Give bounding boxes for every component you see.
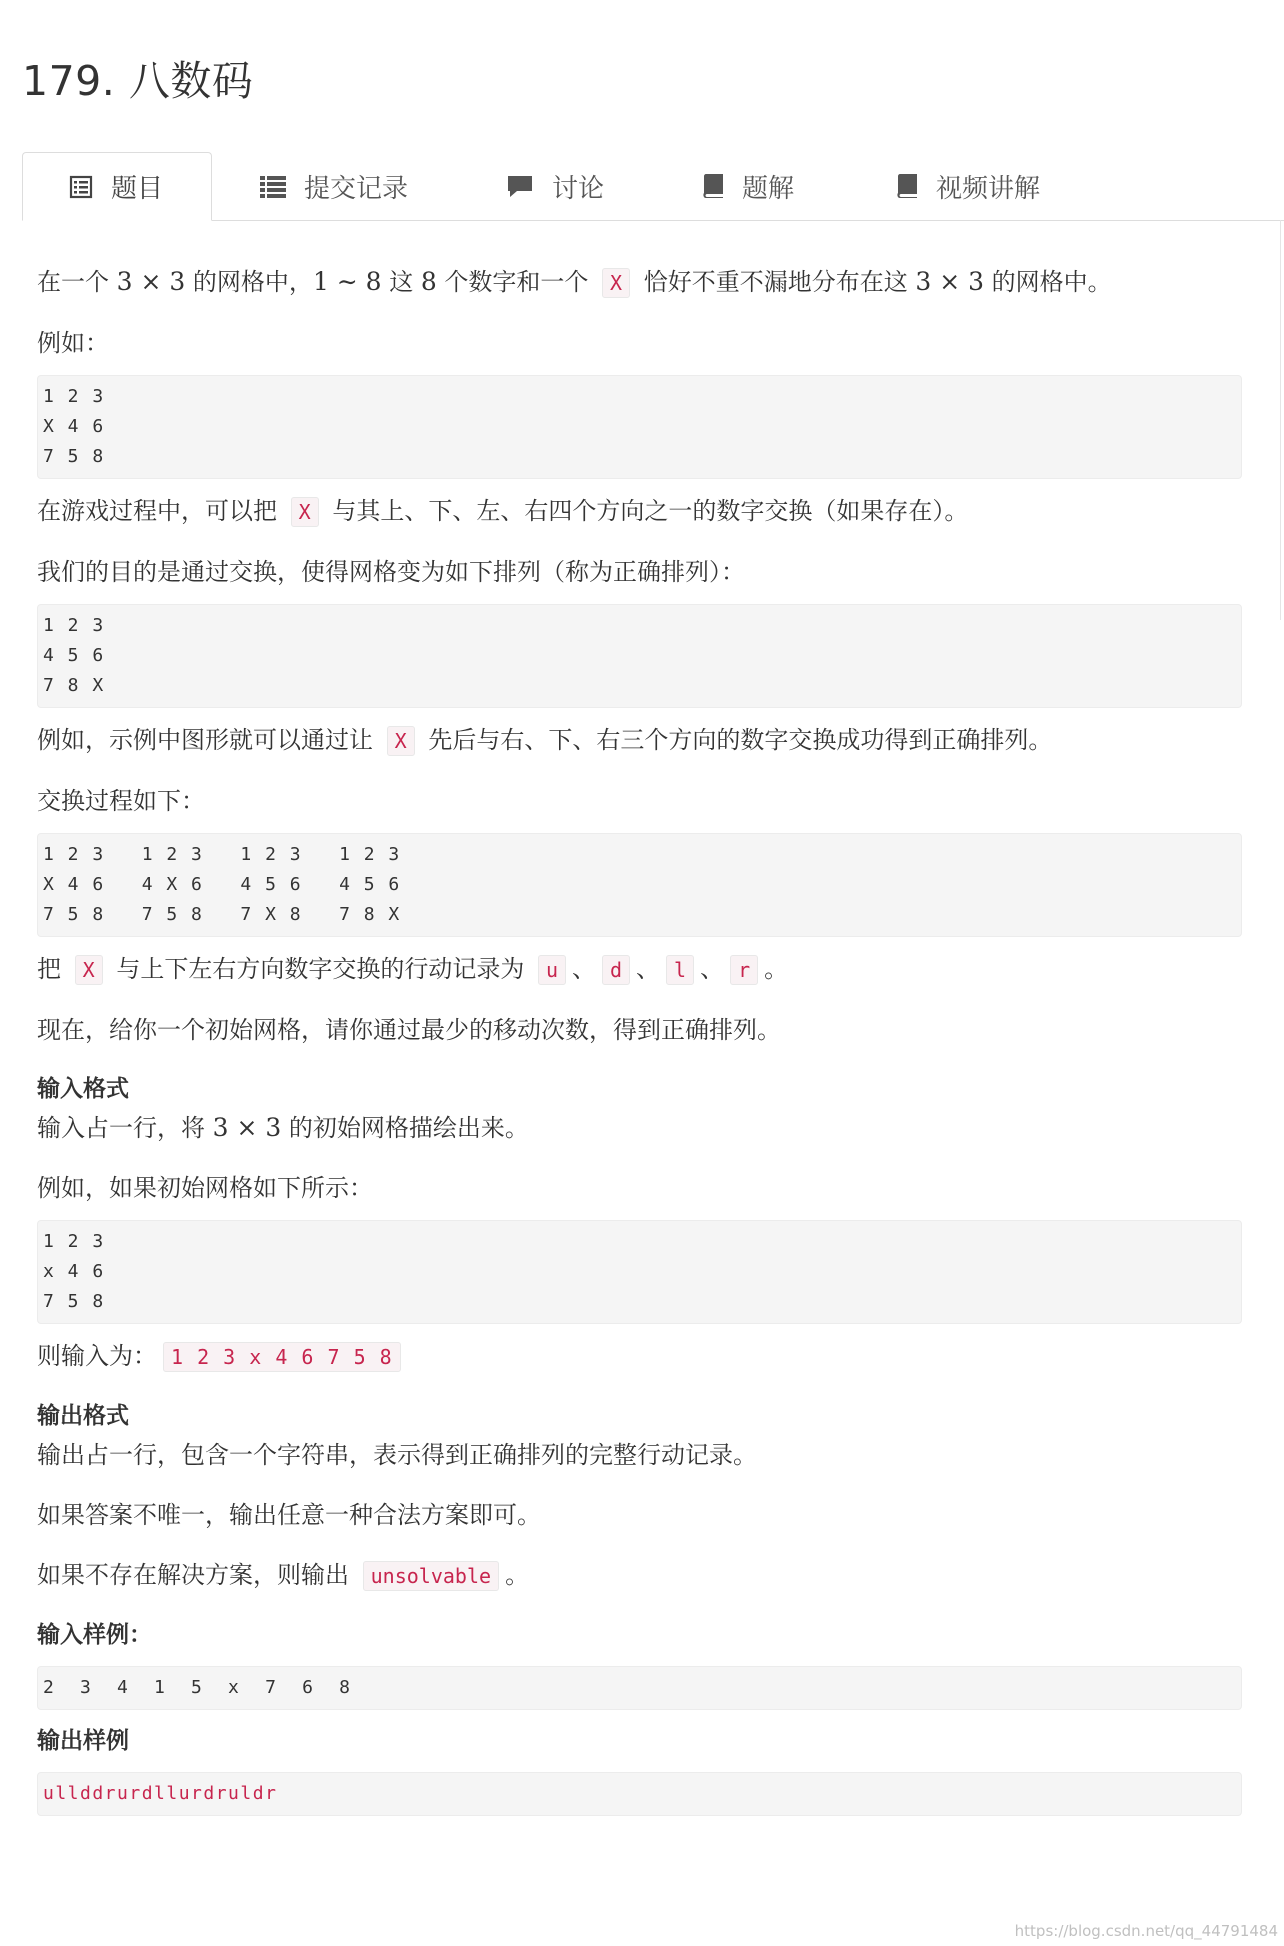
output-format-heading: 输出格式 [37,1403,129,1429]
tab-bar [22,152,1284,221]
tab-label: 提交记录 [304,173,409,204]
tab-label: 题目 [111,174,164,204]
page-title: 179. 八数码 [22,57,254,105]
goal-text: 我们的目的是通过交换，使得网格变为如下排列（称为正确排列）： [37,558,745,586]
sample-input-heading: 输入样例： [37,1622,152,1648]
process-label: 交换过程如下： [37,787,205,815]
list-icon [260,174,286,198]
list-alt-icon [69,175,93,199]
example-label: 例如： [37,329,109,357]
grid-process: 1 2 3 1 2 3 1 2 3 1 2 3 X 4 6 4 X 6 4 5 6 4 5 6 7 5 8 7 5 8 7 X 8 7 8 X [37,833,1242,937]
swap-text: 在游戏过程中，可以把 X 与其上、下、左、右四个方向之一的数字交换（如果存在）。 [37,497,969,525]
example2-text: 例如，示例中图形就可以通过让 X 先后与右、下、右三个方向的数字交换成功得到正确排列。 [37,726,1053,754]
input-format-text: 输入占一行，将 3 × 3 的初始网格描绘出来。 [37,1113,529,1142]
input-then-text: 则输入为： 1 2 3 x 4 6 7 5 8 [37,1336,1242,1377]
tab-discussion[interactable] [506,152,604,220]
sample-output-heading: 输出样例 [37,1728,129,1754]
tab-solutions[interactable] [702,152,794,220]
tab-problem[interactable] [22,152,212,221]
output-format-line3: 如果不存在解决方案，则输出 unsolvable 。 [37,1561,530,1589]
input-example-label: 例如，如果初始网格如下所示： [37,1174,373,1202]
tab-label: 视频讲解 [936,173,1041,204]
output-format-line2: 如果答案不唯一，输出任意一种合法方案即可。 [37,1501,541,1529]
problem-content [37,262,1242,1828]
grid-goal: 1 2 3 4 5 6 7 8 X [37,604,1242,708]
grid-example: 1 2 3 X 4 6 7 5 8 [37,375,1242,479]
moves-text: 把 X 与上下左右方向数字交换的行动记录为 u 、 d 、 l 、 r 。 [37,955,789,983]
output-format-line1: 输出占一行，包含一个字符串，表示得到正确排列的完整行动记录。 [37,1441,757,1469]
grid-input-example: 1 2 3 x 4 6 7 5 8 [37,1220,1242,1324]
sample-output-block: ullddrurdllurdruldr [37,1772,1242,1816]
sample-input-block: 2 3 4 1 5 x 7 6 8 [37,1666,1242,1710]
comment-icon [506,174,534,198]
input-format-heading: 输入格式 [37,1076,129,1102]
tab-submissions[interactable] [260,152,408,220]
book-icon [896,173,918,199]
side-divider [1280,220,1284,620]
watermark: https://blog.csdn.net/qq_44791484 [1014,1922,1278,1940]
tab-video[interactable] [896,152,1040,220]
tab-label: 讨论 [552,173,605,204]
task-text: 现在，给你一个初始网格，请你通过最少的移动次数，得到正确排列。 [37,1016,781,1044]
intro-text: 在一个 3 × 3 的网格中，1 ∼ 8 这 8 个数字和一个 X 恰好不重不漏地分布在这 3 × 3 的网格中。 [37,267,1112,296]
book-icon [702,173,724,199]
tab-label: 题解 [742,173,795,204]
